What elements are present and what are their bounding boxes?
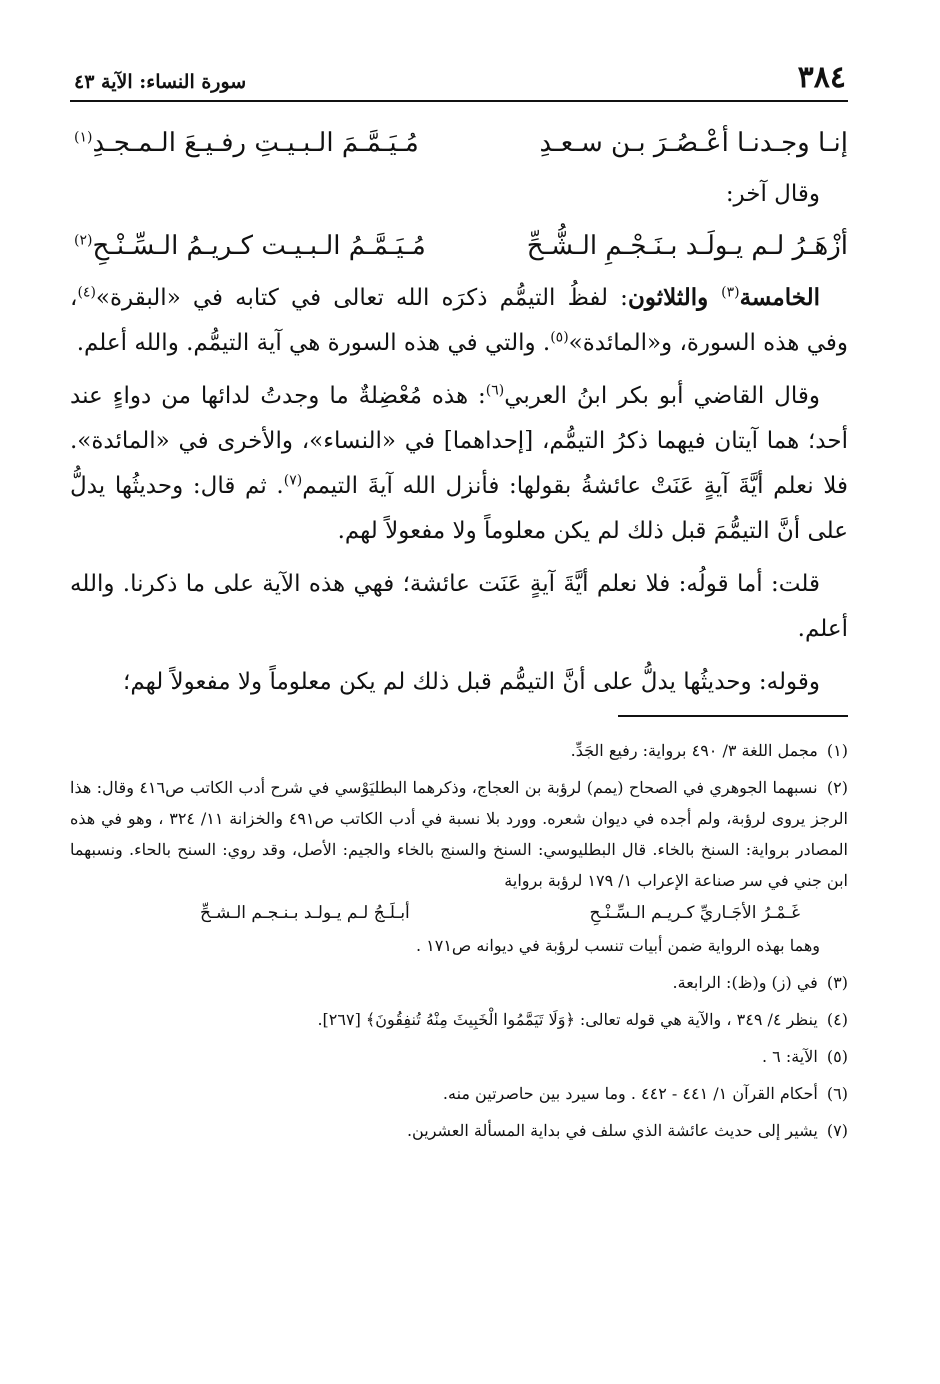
footnote-3-text: في (ز) و(ظ): الرابعة.	[672, 973, 818, 992]
footnote-2-verse	[70, 896, 848, 930]
para-1-text-1: : لفظُ التيمُّم ذكرَه الله تعالى في كتابه في «البقرة»	[95, 285, 628, 311]
footnote-5-number: (٥)	[826, 1047, 848, 1066]
footnotes	[70, 735, 848, 1146]
footnote-5	[70, 1041, 848, 1072]
footnote-ref-6: (٦)	[485, 382, 505, 399]
footnote-4	[70, 1004, 848, 1035]
verse-1-second-hemistich	[70, 114, 419, 172]
footnote-1-text: مجمل اللغة ٣/ ٤٩٠ برواية: رفيع الجَدِّ.	[570, 741, 818, 760]
para-2-text-3: . ثم قال: وحديثُها يدلُّ على أنَّ التيمُّمَ قبل ذلك لم يكن معلوماً ولا مفعولاً لهم.	[70, 473, 848, 544]
issue-heading: الخامسة	[739, 284, 820, 311]
paragraph-quote: وقوله: وحديثُها يدلُّ على أنَّ التيمُّم قبل ذلك لم يكن معلوماً ولا مفعولاً لهم؛	[123, 669, 820, 695]
footnote-2-body	[70, 772, 848, 896]
para-1-text-2: ، وفي هذه السورة، و«المائدة»	[70, 285, 848, 356]
footnote-2-number: (٢)	[826, 778, 849, 797]
footnote-7	[70, 1115, 848, 1146]
verse-1-second-text: مُـيَـمَّـمَ الـبـيـتِ رفـيـعَ الـمـجـدِ	[92, 128, 419, 158]
footnote-1-number: (١)	[826, 741, 848, 760]
poem-verse-2	[70, 217, 848, 275]
verse-2-first-hemistich: أزْهَـرُ لـم يـولَـد بـنَـجْـمِ الـشُّـحِّ	[526, 231, 848, 261]
verse-2-second-hemistich	[70, 217, 426, 275]
footnote-3-number: (٣)	[826, 973, 848, 992]
footnote-ref-7: (٧)	[283, 472, 303, 489]
para-2-text-1: وقال القاضي أبو بكر ابنُ العربي	[504, 383, 820, 409]
footnote-7-text: يشير إلى حديث عائشة الذي سلف في بداية المسألة العشرين.	[406, 1121, 818, 1140]
footnote-ref-4: (٤)	[77, 284, 96, 301]
body-text	[70, 114, 848, 705]
paragraph-ibn-arabi	[70, 374, 848, 554]
poem-verse-1	[70, 114, 848, 172]
paragraph-35th-issue	[70, 275, 848, 366]
page-number: ٣٨٤	[797, 60, 846, 95]
footnote-6	[70, 1078, 848, 1109]
footnote-4-text: ينظر ٤/ ٣٤٩ ، والآية هي قوله تعالى: ﴿وَلَا تَيَمَّمُوا الْخَبِيثَ مِنْهُ تُنفِقُونَ﴾ [٢٦٧].	[317, 1010, 818, 1029]
footnote-1	[70, 735, 848, 766]
verse-1-first-hemistich: إنـا وجـدنـا أعْـصُـرَ بـن سـعـدِ	[539, 128, 848, 158]
footnote-7-number: (٧)	[826, 1121, 848, 1140]
para-2-text-2: : هذه مُعْضِلةٌ ما وجدتُ لدائها من دواءٍ عند أحد؛ هما آيتان فيهما ذكرُ التيمُّم، [إحداهما] في «النساء»، والأخرى في «المائدة». فلا نعلم أيَّةَ آيةٍ عَنَتْ عائشةُ بقولها: فأنزل الله آيةَ التيمم	[70, 383, 848, 499]
intro-line: وقال آخر:	[725, 181, 820, 207]
footnote-5-text: الآية: ٦ .	[761, 1047, 818, 1066]
footnote-2-verse-left: غَـمْـرُ الأجَـاريِّ كـريـم الـسِّـنْـحِ	[589, 903, 800, 923]
paragraph-response: قلت: أما قولُه: فلا نعلم أيَّةَ آيةٍ عَنَت عائشة؛ فهي هذه الآية على ما ذكرنا. والله أعلم.	[70, 571, 848, 642]
book-page	[70, 60, 848, 1360]
footnote-2-after: وهما بهذه الرواية ضمن أبيات تنسب لرؤبة في ديوانه ص١٧١ .	[415, 936, 820, 955]
footnote-separator	[618, 715, 848, 717]
footnote-2	[70, 772, 848, 961]
footnote-4-number: (٤)	[826, 1010, 848, 1029]
footnote-ref-5: (٥)	[550, 329, 569, 346]
para-1-text-3: . والتي في هذه السورة هي آية التيمُّم. والله أعلم.	[76, 330, 551, 356]
footnote-6-number: (٦)	[826, 1084, 848, 1103]
issue-heading-2: والثلاثون	[627, 284, 722, 311]
header-title: سورة النساء: الآية ٤٣	[74, 71, 247, 93]
running-header	[70, 60, 848, 102]
footnote-ref-3: (٣)	[721, 284, 740, 301]
footnote-ref-2: (٢)	[74, 232, 93, 249]
footnote-3	[70, 967, 848, 998]
footnote-ref-1: (١)	[74, 129, 93, 146]
footnote-6-text: أحكام القرآن ١/ ٤٤١ - ٤٤٢ . وما سيرد بين حاصرتين منه.	[442, 1084, 818, 1103]
footnote-2-verse-right: أبـلَـجُ لـم يـولـد بـنـجـم الـشـحِّ	[200, 903, 410, 923]
verse-2-second-text: مُـيَـمَّـمُ الـبـيـت كـريـمُ الـسِّـنْـحِ	[92, 231, 426, 261]
footnote-2-text: نسبهما الجوهري في الصحاح (يمم) لرؤبة بن العجاج، وذكرهما البطليَوْسي في شرح أدب الكاتب ص٤١٦ وقال: هذا الرجز يروى لرؤبة، ولم أجده في ديوان شعره. وورد بلا نسبة في أدب الكاتب ص٤٩١ والخزانة ١١/ ٣٢٤ ، وهو في هذه المصادر برواية: السنخ بالخاء. قال البطليوسي: السنخ والسنج بالخاء والجيم: الأصل، وقد روي: السنح بالحاء. ونسبهما ابن جني في سر صناعة الإعراب ١/ ١٧٩ لرؤبة برواية	[70, 778, 848, 890]
